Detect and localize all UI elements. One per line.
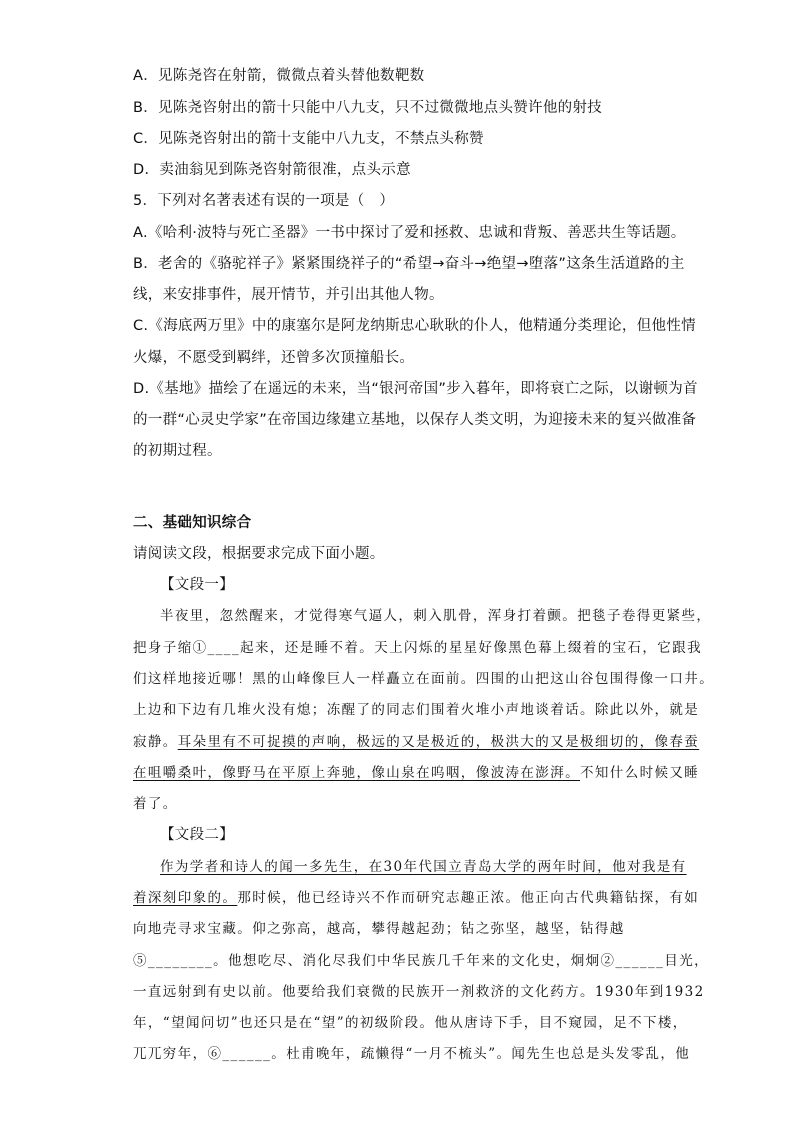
passage1-line — [133, 732, 699, 752]
q5-stem: 5．下列对名著表述有误的一项是（ ） — [133, 193, 395, 209]
q4-option-a: A．见陈尧咨在射箭，微微点着头替他数靶数 — [133, 68, 425, 84]
passage1-text: 寂静。 — [133, 734, 178, 750]
passage1-line: 着了。 — [133, 796, 178, 812]
passage2-underlined-text: 作为学者和诗人的闻一多先生，在30年代国立青岛大学的两年时间，他对我是有 — [160, 859, 687, 875]
passage1-line — [133, 763, 699, 783]
passage1-underlined-text: 在咀嚼桑叶，像野马在平原上奔驰，像山泉在呜咽，像波涛在澎湃。 — [133, 765, 580, 781]
passage2-line — [160, 857, 687, 877]
section-instruction: 请阅读文段，根据要求完成下面小题。 — [133, 546, 385, 562]
q4-option-b: B．见陈尧咨射出的箭十只能中八九支，只不过微微地点头赞许他的射技 — [133, 100, 603, 116]
q4-option-d: D．卖油翁见到陈尧咨射箭很准，点头示意 — [133, 162, 411, 178]
q5-option-b-line2: 线，来安排事件，展开情节，并引出其他人物。 — [133, 287, 444, 303]
q5-option-a: A.《哈利·波特与死亡圣器》一书中探讨了爱和拯救、忠诚和背叛、善恶共生等话题。 — [133, 225, 686, 241]
passage2-label: 【文段二】 — [160, 827, 234, 843]
passage2-text: 那时候，他已经诗兴不作而研究志趣正浓。他正向古代典籍钻探，有如 — [237, 890, 700, 906]
q5-option-d-line2: 的一群“心灵史学家”在帝国边缘建立基地，以保存人类文明，为迎接未来的复兴做准备 — [133, 412, 697, 428]
q5-option-d-line3: 的初期过程。 — [133, 443, 222, 459]
q5-option-b-line1: B．老舍的《骆驼祥子》紧紧围绕祥子的“希望→奋斗→绝望→堕落”这条生活道路的主 — [133, 256, 685, 272]
passage1-line: 上边和下边有几堆火没有熄；冻醒了的同志们围着火堆小声地谈着话。除此以外，就是 — [133, 702, 700, 718]
passage1-line: 把身子缩①____起来，还是睡不着。天上闪烁的星星好像黑色幕上缀着的宝石，它跟我 — [133, 640, 702, 656]
passage1-label: 【文段一】 — [160, 577, 234, 593]
passage2-line — [133, 888, 699, 908]
q4-option-c: C．见陈尧咨射出的箭十支能中八九支，不禁点头称赞 — [133, 131, 484, 147]
passage2-line: 向地壳寻求宝藏。仰之弥高，越高，攀得越起劲；钻之弥坚，越坚，钻得越 — [133, 921, 625, 937]
passage1-text: 不知什么时候又睡 — [580, 765, 700, 781]
q5-option-c-line1: C.《海底两万里》中的康塞尔是阿龙纳斯忠心耿耿的仆人，他精通分类理论，但他性情 — [133, 318, 696, 334]
passage1-line: 半夜里，忽然醒来，才觉得寒气逼人，刺入肌骨，浑身打着颤。把毯子卷得更紧些， — [160, 608, 712, 624]
passage1-underlined-text: 耳朵里有不可捉摸的声响，极远的又是极近的，极洪大的又是极细切的，像春蚕 — [177, 734, 700, 750]
passage2-line: 兀兀穷年，⑥______。杜甫晚年，疏懒得“一月不梳头”。闻先生也总是头发零乱，他 — [133, 1046, 691, 1062]
q5-option-c-line2: 火爆，不愿受到羁绊，还曾多次顶撞船长。 — [133, 350, 415, 366]
q5-option-d-line1: D.《基地》描绘了在遥远的未来，当“银河帝国”步入暮年，即将衰亡之际，以谢顿为首 — [133, 381, 698, 397]
section-heading: 二、基础知识综合 — [133, 515, 252, 531]
passage2-line: 年，“望闻问切”也还只是在“望”的初级阶段。他从唐诗下手，目不窥园，足不下楼， — [133, 1015, 688, 1031]
passage1-line: 们这样地接近哪！黑的山峰像巨人一样矗立在面前。四围的山把这山谷包围得像一口井。 — [133, 671, 715, 687]
passage2-line: 一直远射到有史以前。他要给我们衰微的民族开一剂救济的文化药方。1930年到1932 — [133, 984, 705, 1000]
passage2-line: ⑤________。他想吃尽、消化尽我们中华民族几千年来的文化史，炯炯②______目光， — [133, 953, 709, 969]
passage2-underlined-text: 着深刻印象的。 — [133, 890, 238, 906]
